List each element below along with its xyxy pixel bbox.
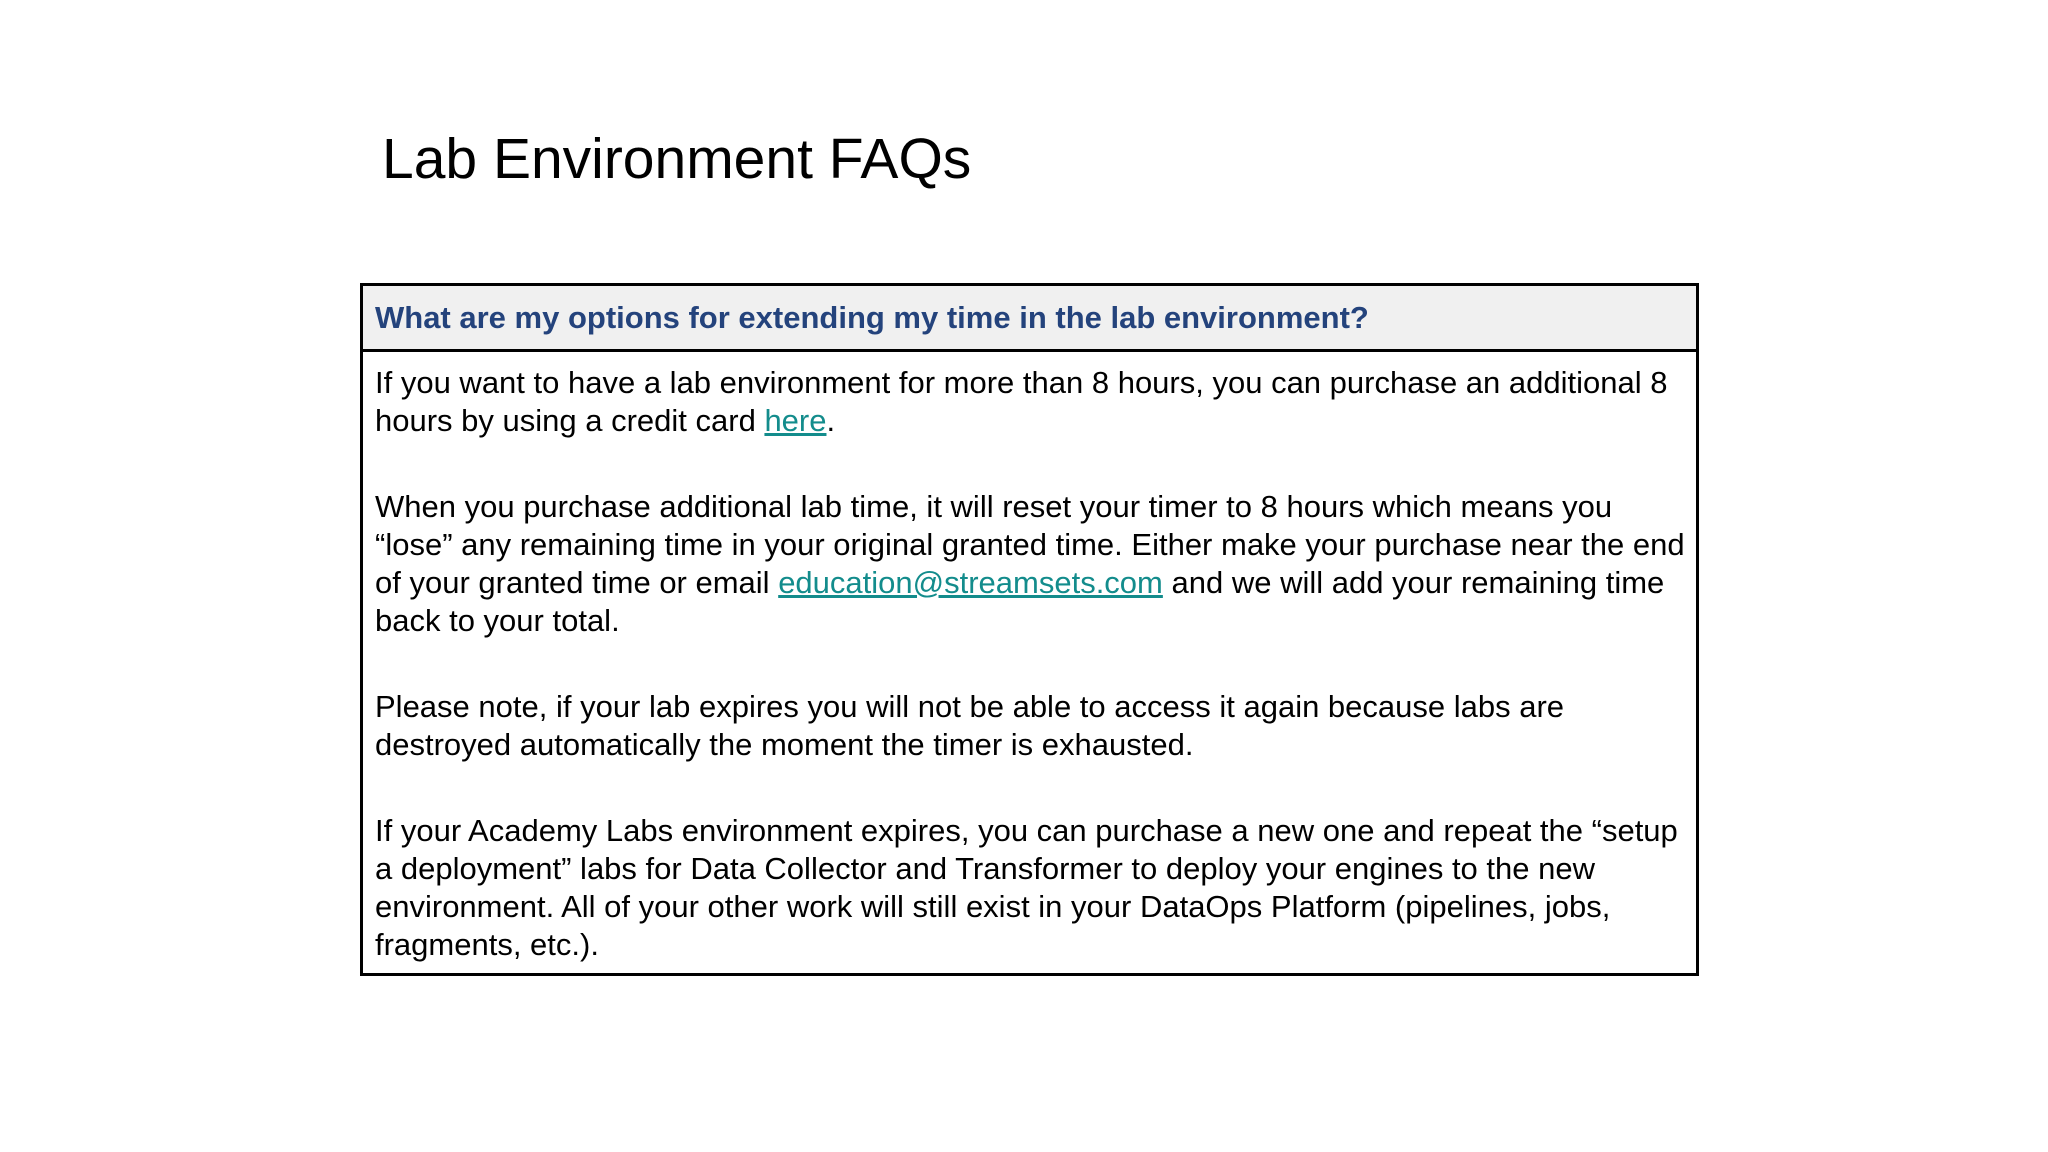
answer-paragraph-new-environment: If your Academy Labs environment expires, you can purchase a new one and repeat the “setup a deployment” labs for Data Collector and Transformer to deploy your engines to the new environment. All of your other work will still exist in your DataOps Platform (pipelines, jobs, fragments, etc.). — [375, 813, 1678, 962]
faq-table — [360, 283, 1699, 976]
faq-answer — [363, 352, 1696, 964]
answer-text: and we will add your remaining time back to your total. — [375, 565, 1665, 638]
answer-text: When you purchase additional lab time, it will reset your timer to 8 hours which means you “lose” any remaining time in your original granted time. Either make your purchase near the end of your granted time or email — [375, 489, 1685, 600]
slide-title: Lab Environment FAQs — [382, 127, 972, 191]
answer-text: If you want to have a lab environment for more than 8 hours, you can purchase an additional 8 hours by using a credit card — [375, 365, 1668, 438]
answer-paragraph-timer-reset — [375, 488, 1686, 640]
answer-paragraph-purchase — [375, 364, 1686, 440]
answer-text: . — [826, 403, 836, 438]
faq-question: What are my options for extending my time in the lab environment? — [375, 300, 1369, 335]
answer-paragraph-expiry-note: Please note, if your lab expires you will not be able to access it again because labs are destroyed automatically the moment the timer is exhausted. — [375, 689, 1565, 762]
purchase-here-link[interactable]: here — [764, 403, 827, 438]
faq-header — [363, 286, 1696, 352]
education-email-link[interactable]: education@streamsets.com — [778, 565, 1163, 600]
